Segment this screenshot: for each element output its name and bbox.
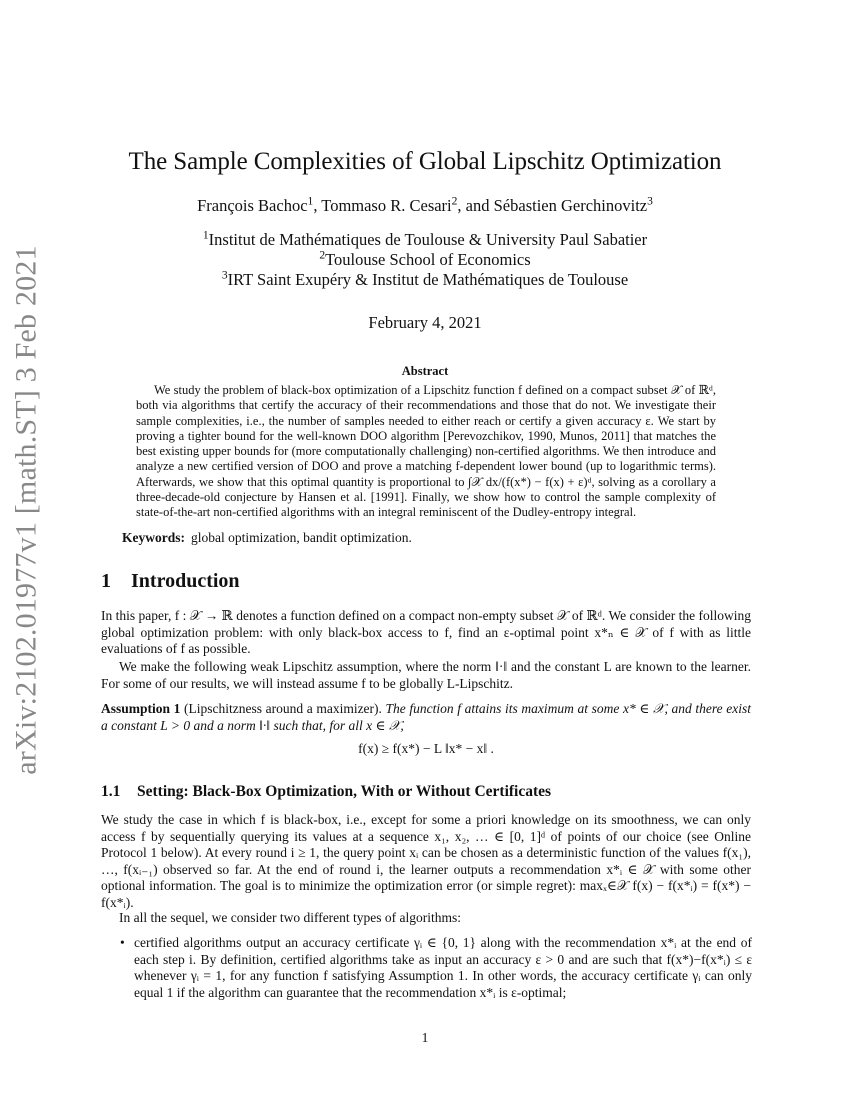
section-title: Introduction — [131, 570, 240, 592]
author-mark: 1 — [307, 195, 314, 208]
subsection-title: Setting: Black-Box Optimization, With or Without Certificates — [137, 783, 552, 800]
arxiv-identifier: arXiv:2102.01977v1 [math.ST] 3 Feb 2021 — [10, 244, 44, 775]
paragraph: In this paper, f : 𝒳 → ℝ denotes a function defined on a compact non-empty subset 𝒳 of ℝᵈ. We consider the following global optimization problem: with only black-box access to f, find an ε-optimal point x*ₙ ∈ 𝒳 of f with as little evaluations of f as possible. — [101, 608, 751, 656]
list-item-text: certified algorithms output an accuracy certificate γᵢ ∈ {0, 1} along with the recommendation x*ᵢ at the end of each step i. By definition, certified algorithms take as input an accuracy ε > 0 and are such that f(x*)−f(x*ᵢ) ≤ ε whenever γᵢ = 1, for any function f satisfying Assumption 1. In other words, the accuracy certificate γᵢ can only equal 1 if the algorithm can guarantee that the recommendation x*ᵢ is ε-optimal; — [134, 935, 752, 1000]
author-mark: 2 — [451, 195, 458, 208]
paragraph: We make the following weak Lipschitz assumption, where the norm ‖·‖ and the constant L are known to the learner. For some of our results, we will instead assume f to be globally L-Lipschitz. — [101, 659, 751, 691]
paragraph: In all the sequel, we consider two different types of algorithms: — [119, 910, 462, 925]
author-name: Tommaso R. Cesari — [321, 196, 452, 215]
bullet-icon: • — [120, 935, 125, 950]
abstract-text: We study the problem of black-box optimization of a Lipschitz function f defined on a compact subset 𝒳 of ℝᵈ, both via algorithms that certify the accuracy of their recommendations and those that do not. We investigate their sample complexities, i.e., the number of samples needed to either reach or certify a given accuracy ε. We start by proving a tighter bound for the well-known DOO algorithm [Perevozchikov, 1990, Munos, 2011] that matches the best existing upper bounds for (more computationally challenging) non-certified algorithms. We then introduce and analyze a new certified version of DOO and prove a matching f-dependent lower bound (up to logarithmic terms). Afterwards, we show that this optimal quantity is proportional to ∫𝒳 dx/(f(x*) − f(x) + ε)ᵈ, solving as a corollary a three-decade-old conjecture by Hansen et al. [1991]. Finally, we show how to control the sample complexity of state-of-the-art non-certified algorithms with an integral reminiscent of the Dudley-entropy integral. — [136, 383, 716, 520]
affiliation: $^2$Toulouse School of Economics — [319, 249, 531, 269]
author-name: François Bachoc — [197, 196, 308, 215]
affiliation-mark: 3 — [221, 269, 228, 282]
section-number: 1 — [101, 570, 111, 592]
assumption-title: (Lipschitzness around a maximizer). — [184, 701, 382, 716]
assumption-text: The function f attains its maximum at some x* ∈ 𝒳, and there exist a constant L > 0 and a norm ‖·‖ such that, for all x ∈ 𝒳, — [101, 701, 751, 733]
assumption — [101, 701, 751, 734]
keywords-text: global optimization, bandit optimization. — [191, 530, 412, 545]
abstract-heading: Abstract — [401, 364, 449, 378]
author-name: Sébastien Gerchinovitz — [493, 196, 648, 215]
page-number: 1 — [421, 1030, 429, 1045]
affiliation-list — [0, 230, 850, 290]
assumption-label: Assumption 1 — [101, 701, 181, 716]
author-list: François Bachoc$^1$, Tommaso R. Cesari$^2$, and Sébastien Gerchinovitz$^3$ — [197, 195, 653, 215]
subsection-heading — [101, 783, 551, 801]
paper-date: February 4, 2021 — [368, 313, 482, 332]
keywords — [122, 530, 412, 546]
paper-title: The Sample Complexities of Global Lipschitz Optimization — [128, 148, 722, 175]
affiliation: $^1$Institut de Mathématiques de Toulouse & University Paul Sabatier — [202, 229, 648, 249]
list-item — [120, 935, 752, 1001]
affiliation-mark: 2 — [319, 249, 326, 262]
subsection-number: 1.1 — [101, 783, 121, 800]
author-mark: 3 — [647, 195, 653, 208]
keywords-label: Keywords: — [122, 530, 185, 545]
affiliation: $^3$IRT Saint Exupéry & Institut de Mathématiques de Toulouse — [221, 269, 629, 289]
arxiv-sidebar — [9, 244, 45, 775]
paragraph: We study the case in which f is black-box, i.e., except for some a priori knowledge on its smoothness, we can only access f by sequentially querying its values at a sequence x₁, x₂, … ∈ [0, 1]ᵈ of points of our choice (see Online Protocol 1 below). At every round i ≥ 1, the query point xᵢ can be chosen as a deterministic function of the values f(x₁), …, f(xᵢ₋₁) observed so far. At the end of round i, the learner outputs a recommendation x*ᵢ ∈ 𝒳 with some other optional information. The goal is to minimize the optimization error (or simple regret): maxₓ∈𝒳 f(x) − f(x*ᵢ) = f(x*) − f(x*ᵢ). — [101, 812, 751, 910]
section-heading — [101, 570, 240, 593]
affiliation-mark: 1 — [202, 229, 209, 242]
equation: f(x) ≥ f(x*) − L ‖x* − x‖ . — [358, 741, 494, 756]
